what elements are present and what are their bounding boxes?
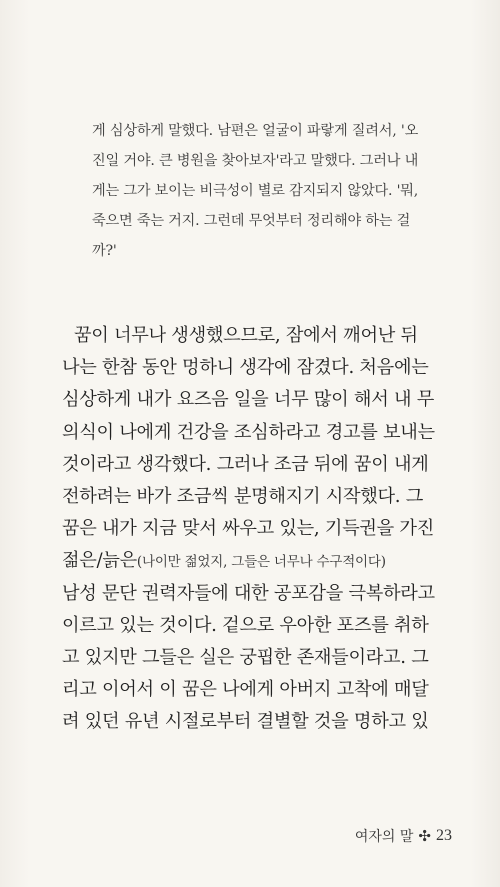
parenthetical-aside: (나이만 젊었지, 그들은 너무나 수구적이다) (136, 554, 386, 571)
body-line: 고 있지만 그들은 실은 궁핍한 존재들이라고. 그 (62, 646, 429, 668)
quote-line: 게 심상하게 말했다. 남편은 얼굴이 파랗게 질려서, '오 (92, 123, 419, 139)
body-line: 것이라고 생각했다. 그러나 조금 뒤에 꿈이 내게 (62, 453, 429, 475)
body-line: 나는 한참 동안 멍하니 생각에 잠겼다. 처음에는 (62, 357, 429, 379)
body-line: 리고 이어서 이 꿈은 나에게 아버지 고착에 매달 (62, 679, 429, 701)
running-book-title: 여자의 말 (354, 829, 414, 845)
quote-line: 까?' (92, 243, 117, 259)
page-number: 23 (436, 827, 452, 844)
quote-line: 진일 거야. 큰 병원을 찾아보자'라고 말했다. 그러나 내 (92, 153, 419, 169)
body-line-main-text: 젊은/늙은 (62, 550, 137, 572)
body-line-with-aside (62, 545, 442, 577)
body-line: 꿈은 내가 지금 맞서 싸우고 있는, 기득권을 가진 (62, 518, 434, 540)
body-line: 이르고 있는 것이다. 겉으로 우아한 포즈를 취하 (62, 614, 429, 636)
body-line: 심상하게 내가 요즈음 일을 너무 많이 해서 내 무 (62, 389, 434, 411)
body-line: 의식이 나에게 건강을 조심하라고 경고를 보내는 (62, 421, 435, 443)
body-line: 전하려는 바가 조금씩 분명해지기 시작했다. 그 (62, 485, 424, 507)
body-line: 꿈이 너무나 생생했으므로, 잠에서 깨어난 뒤 (74, 325, 418, 346)
ornament-icon: ✣ (418, 827, 431, 845)
indented-quote-block (92, 116, 432, 266)
body-line: 남성 문단 권력자들에 대한 공포감을 극복하라고 (62, 582, 435, 604)
quote-line: 게는 그가 보이는 비극성이 별로 감지되지 않았다. '뭐, (92, 183, 419, 199)
page-footer (355, 826, 452, 846)
body-line: 려 있던 유년 시절로부터 결별할 것을 명하고 있 (62, 711, 429, 733)
quote-line: 죽으면 죽는 거지. 그런데 무엇부터 정리해야 하는 걸 (92, 213, 411, 229)
body-paragraph (62, 320, 442, 738)
